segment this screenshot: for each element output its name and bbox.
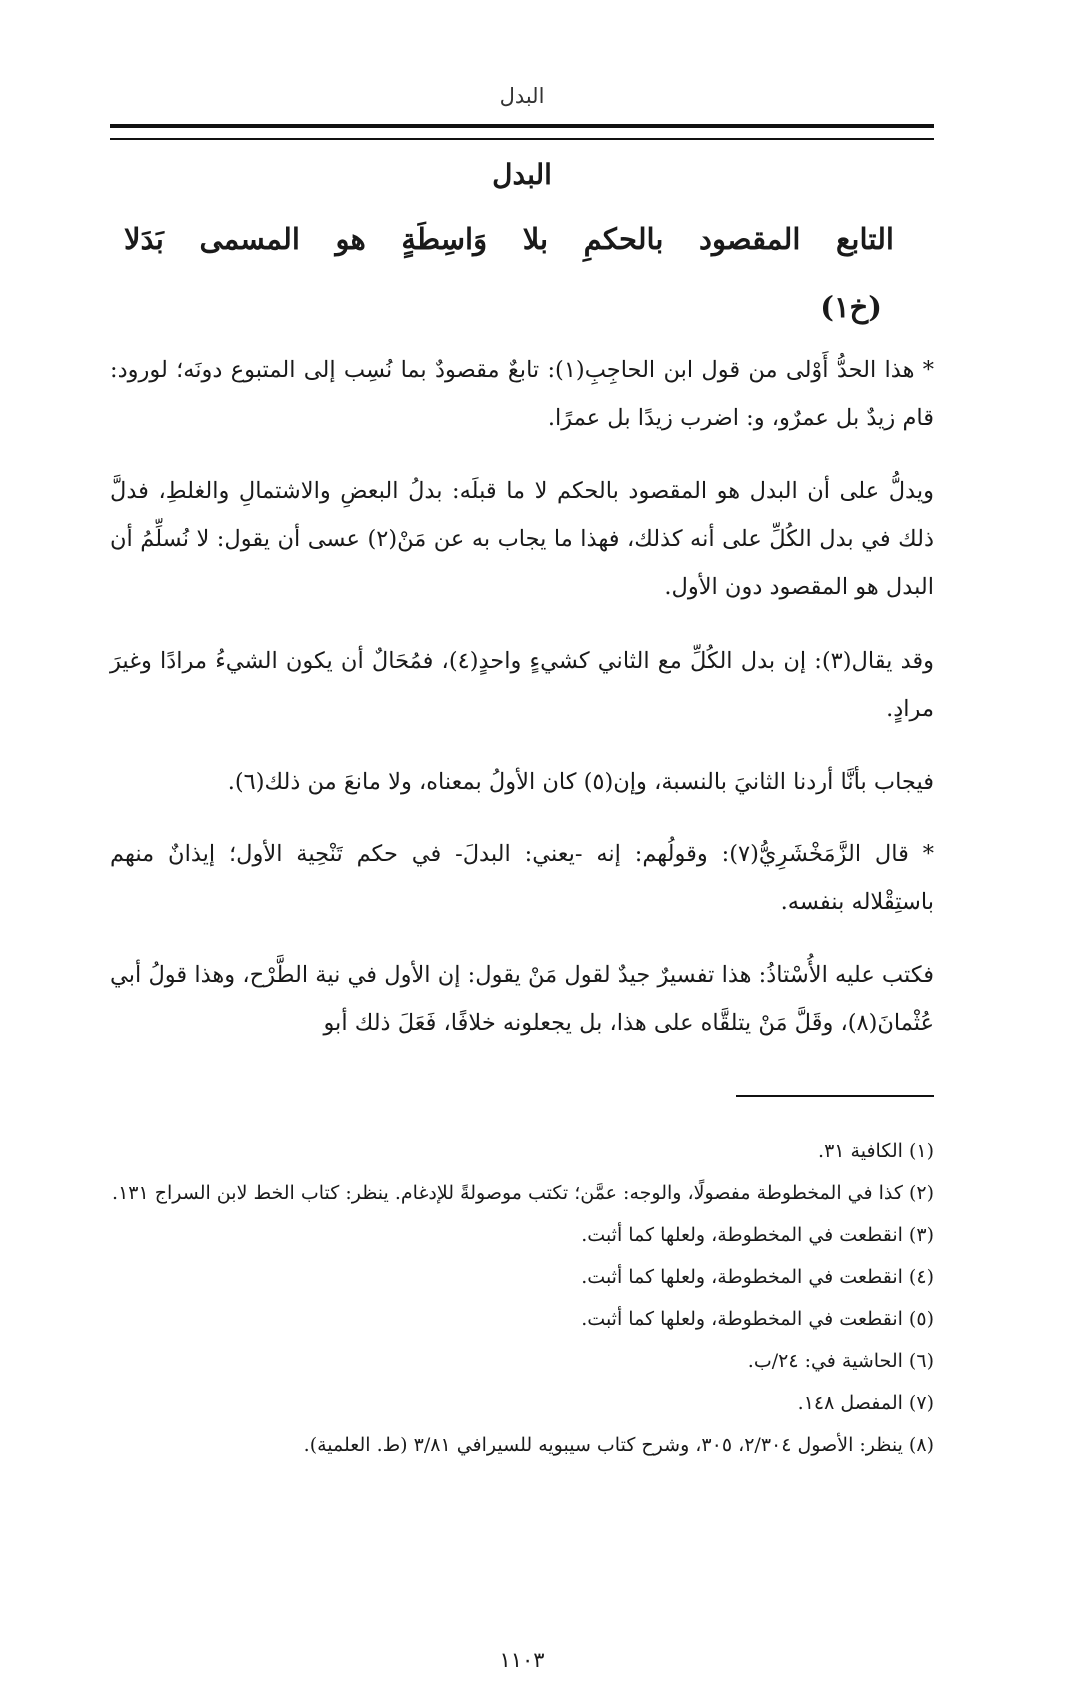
footnote: (١) الكافية ٣١. [818, 1140, 934, 1162]
body-paragraph: وقد يقال(٣): إن بدل الكُلِّ مع الثاني كشيءٍ واحدٍ(٤)، فمُحَالٌ أن يكون الشيءُ مرادًا وغيرَ مرادٍ. [110, 648, 935, 722]
footnote: (٤) انقطعت في المخطوطة، ولعلها كما أثبت. [581, 1266, 934, 1288]
footnote: (٢) كذا في المخطوطة مفصولًا، والوجه: عمَّن؛ تكتب موصولةً للإدغام. ينظر: كتاب الخط لابن السراج ١٣١. [112, 1182, 934, 1204]
verse-word: بالحكمِ [583, 222, 664, 256]
body-paragraph: فيجاب بأنَّا أردنا الثانيَ بالنسبة، وإن(٥) كان الأولُ بمعناه، ولا مانعَ من ذلك(٦). [227, 769, 934, 795]
verse-word: وَاسِطَةٍ [401, 222, 488, 256]
header-rule-thin [110, 138, 934, 140]
verse-line [124, 222, 894, 256]
body-paragraph: * هذا الحدُّ أَوْلى من قول ابن الحاجِبِ(١): تابعٌ مقصودٌ بما نُسِب إلى المتبوع دونَه؛ لورود: قام زيدٌ بل عمرٌو، و: اضرب زيدًا بل عمرًا. [110, 357, 934, 431]
running-head: البدل [499, 84, 545, 108]
section-title: البدل [492, 158, 552, 191]
footnote: (٣) انقطعت في المخطوطة، ولعلها كما أثبت. [581, 1224, 934, 1246]
footnotes [110, 1130, 934, 1466]
verse-word: بلا [522, 222, 549, 256]
body-paragraph: * قال الزَّمَخْشَرِيُّ(٧): وقولُهم: إنه -يعني: البدلَ- في حكم تَنْحِية الأول؛ إيذانٌ منهم باستِقْلاله بنفسه. [110, 841, 934, 915]
footnote: (٦) الحاشية في: ٢٤/ب. [747, 1350, 934, 1372]
page-number: ١١٠٣ [499, 1648, 545, 1672]
footnote: (٨) ينظر: الأصول ٢/٣٠٤، ٣٠٥، وشرح كتاب سيبويه للسيرافي ٣/٨١ (ط. العلمية). [303, 1434, 934, 1456]
body-paragraph: فكتب عليه الأُسْتاذُ: هذا تفسيرٌ جيدٌ لقول مَنْ يقول: إن الأول في نية الطَّرْح، وهذا قولُ أبي عُثْمانَ(٨)، وقَلَّ مَنْ يتلقَّاه على هذا، بل يجعلونه خلافًا، فَعَلَ ذلك أبو [110, 962, 934, 1036]
verse-manuscript-sign: (خ١) [820, 290, 882, 324]
verse-word: المقصود [699, 222, 801, 256]
footnote-separator [736, 1095, 934, 1097]
header-rule-thick [110, 124, 934, 128]
body-paragraph: ويدلُّ على أن البدل هو المقصود بالحكم لا ما قبلَه: بدلُ البعضِ والاشتمالِ والغلطِ، فدلَّ ذلك في بدل الكُلِّ على أنه كذلك، فهذا ما يجاب به عن مَنْ(٢) عسى أن يقول: لا نُسلِّمُ أن البدل هو المقصود دون الأول. [110, 478, 934, 600]
verse-word: المسمى [199, 222, 300, 256]
verse-word: التابع [836, 222, 894, 256]
footnote: (٧) المفصل ١٤٨. [797, 1392, 934, 1414]
verse-word: بَدَلا [124, 222, 164, 256]
footnote: (٥) انقطعت في المخطوطة، ولعلها كما أثبت. [581, 1308, 934, 1330]
verse-word: هو [335, 222, 366, 256]
